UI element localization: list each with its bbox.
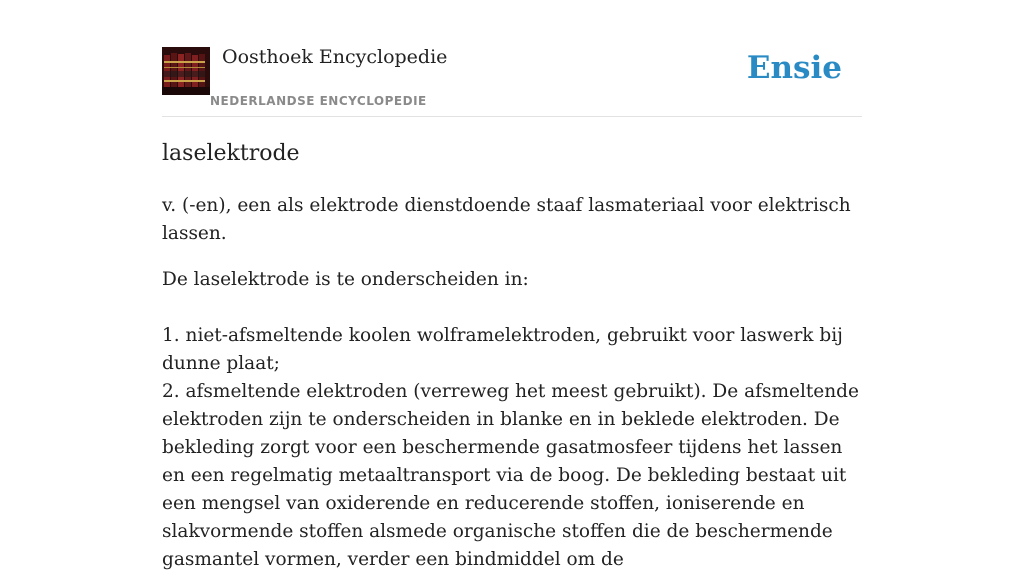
ensie-logo-link[interactable]: Ensie bbox=[746, 50, 842, 86]
encyclopedia-books-avatar[interactable] bbox=[162, 47, 210, 95]
books-icon bbox=[162, 47, 210, 95]
site-title[interactable]: Oosthoek Encyclopedie bbox=[222, 46, 448, 68]
site-subtitle: NEDERLANDSE ENCYCLOPEDIE bbox=[210, 94, 427, 108]
article-definition: v. (-en), een als elektrode dienstdoende staaf lasmateriaal voor elektrisch lassen. bbox=[162, 195, 851, 244]
article-intro: De laselektrode is te onderscheiden in: bbox=[162, 269, 529, 290]
article-term: laselektrode bbox=[162, 141, 300, 166]
site-header bbox=[162, 44, 862, 117]
list-item-1: 1. niet-afsmeltende koolen wolframelektroden, gebruikt voor laswerk bij dunne plaat; bbox=[162, 325, 843, 374]
list-item-2: 2. afsmeltende elektroden (verreweg het meest gebruikt). De afsmeltende elektroden zijn te onderscheiden in blanke en in beklede elektroden. De bekleding zorgt voor een beschermende gasatmosfeer tijdens het lassen en een regelmatig metaaltransport via de boog. De bekleding bestaat uit een mengsel van oxiderende en reducerende stoffen, ioniserende en slakvormende stoffen alsmede organische stoffen die de beschermende gasmantel vormen, verder een bindmiddel om de bbox=[162, 381, 859, 570]
article-content bbox=[162, 138, 862, 574]
article-list bbox=[162, 322, 862, 574]
